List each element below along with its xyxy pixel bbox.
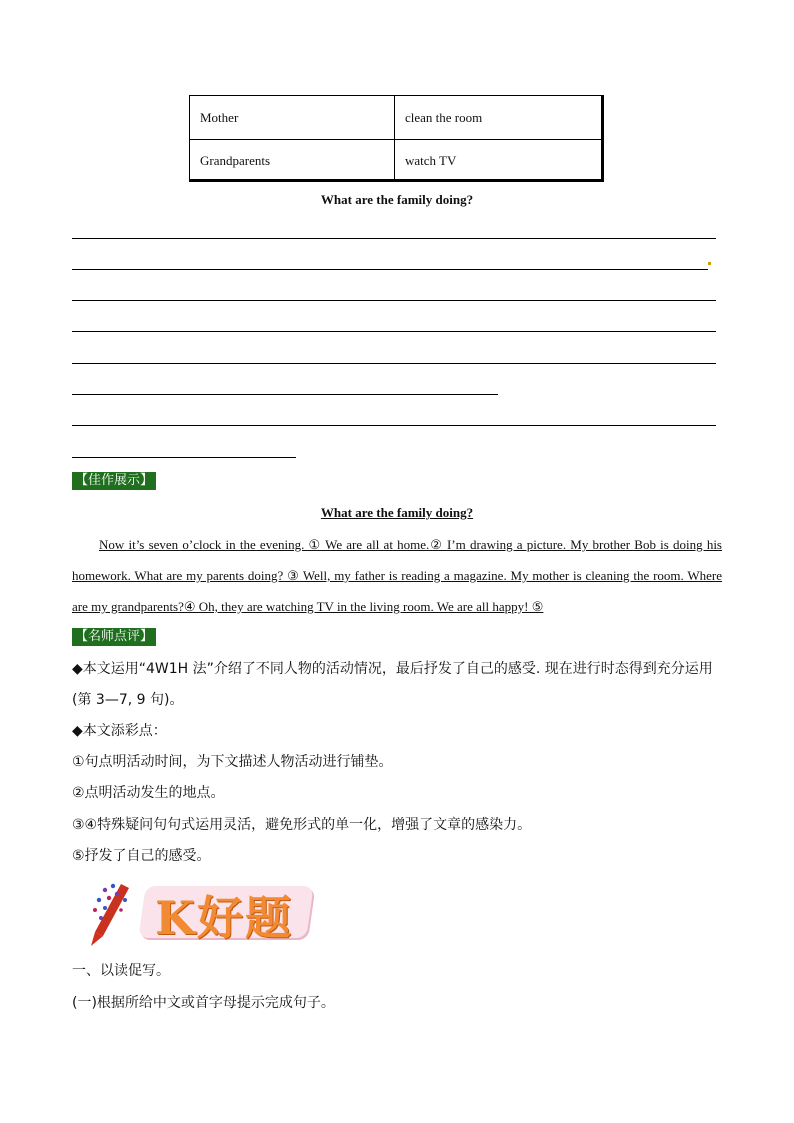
table-cell-person: Mother — [190, 96, 395, 139]
writing-line — [72, 238, 716, 239]
review-point: ◆本文运用“4W1H 法”介绍了不同人物的活动情况，最后抒发了自己的感受. 现在进行时态得到充分运用(第 3—7, 9 句)。 — [72, 661, 713, 708]
exercise-heading: 一、以读促写。 — [72, 963, 170, 979]
writing-line — [72, 457, 296, 458]
prompt-title: What are the family doing? — [320, 192, 474, 207]
activity-table — [189, 95, 604, 182]
pencil-icon — [85, 880, 145, 950]
table-row — [190, 139, 601, 182]
table-row — [190, 96, 601, 140]
review-point: ◆本文添彩点： — [72, 723, 167, 739]
logo-text: K好题 — [155, 891, 293, 945]
review-point: ⑤抒发了自己的感受。 — [72, 848, 211, 864]
ink-dot — [708, 262, 711, 265]
k-logo — [85, 880, 315, 950]
model-essay — [72, 529, 722, 622]
essay-text: Now it’s seven o’clock in the evening. ① We are all at home.② I’m drawing a picture. My brother Bob is doing his homework. What are my parents doing? ③ Well, my father is reading a magazine. My mother is cleaning the room. Where are my grandparents?④ Oh, they are watching TV in the living room. We are all happy! ⑤ — [72, 537, 722, 614]
review-point: ③④特殊疑问句句式运用灵活，避免形式的单一化，增强了文章的感染力。 — [72, 817, 532, 833]
writing-line — [72, 300, 716, 301]
exercise-subheading: (一)根据所给中文或首字母提示完成句子。 — [72, 995, 335, 1011]
writing-line — [72, 394, 498, 395]
review-point: ②点明活动发生的地点。 — [72, 785, 225, 801]
writing-line — [72, 363, 716, 364]
writing-line — [72, 425, 716, 426]
section-tag-review: 【名师点评】 — [72, 628, 156, 646]
table-cell-person: Grandparents — [190, 139, 395, 182]
writing-line — [72, 331, 716, 332]
table-cell-activity: clean the room — [405, 109, 483, 125]
writing-line — [72, 269, 708, 270]
essay-title: What are the family doing? — [320, 505, 474, 520]
table-cell-activity: watch TV — [405, 152, 457, 168]
review-point: ①句点明活动时间，为下文描述人物活动进行铺垫。 — [72, 754, 393, 770]
section-tag-model: 【佳作展示】 — [72, 472, 156, 490]
